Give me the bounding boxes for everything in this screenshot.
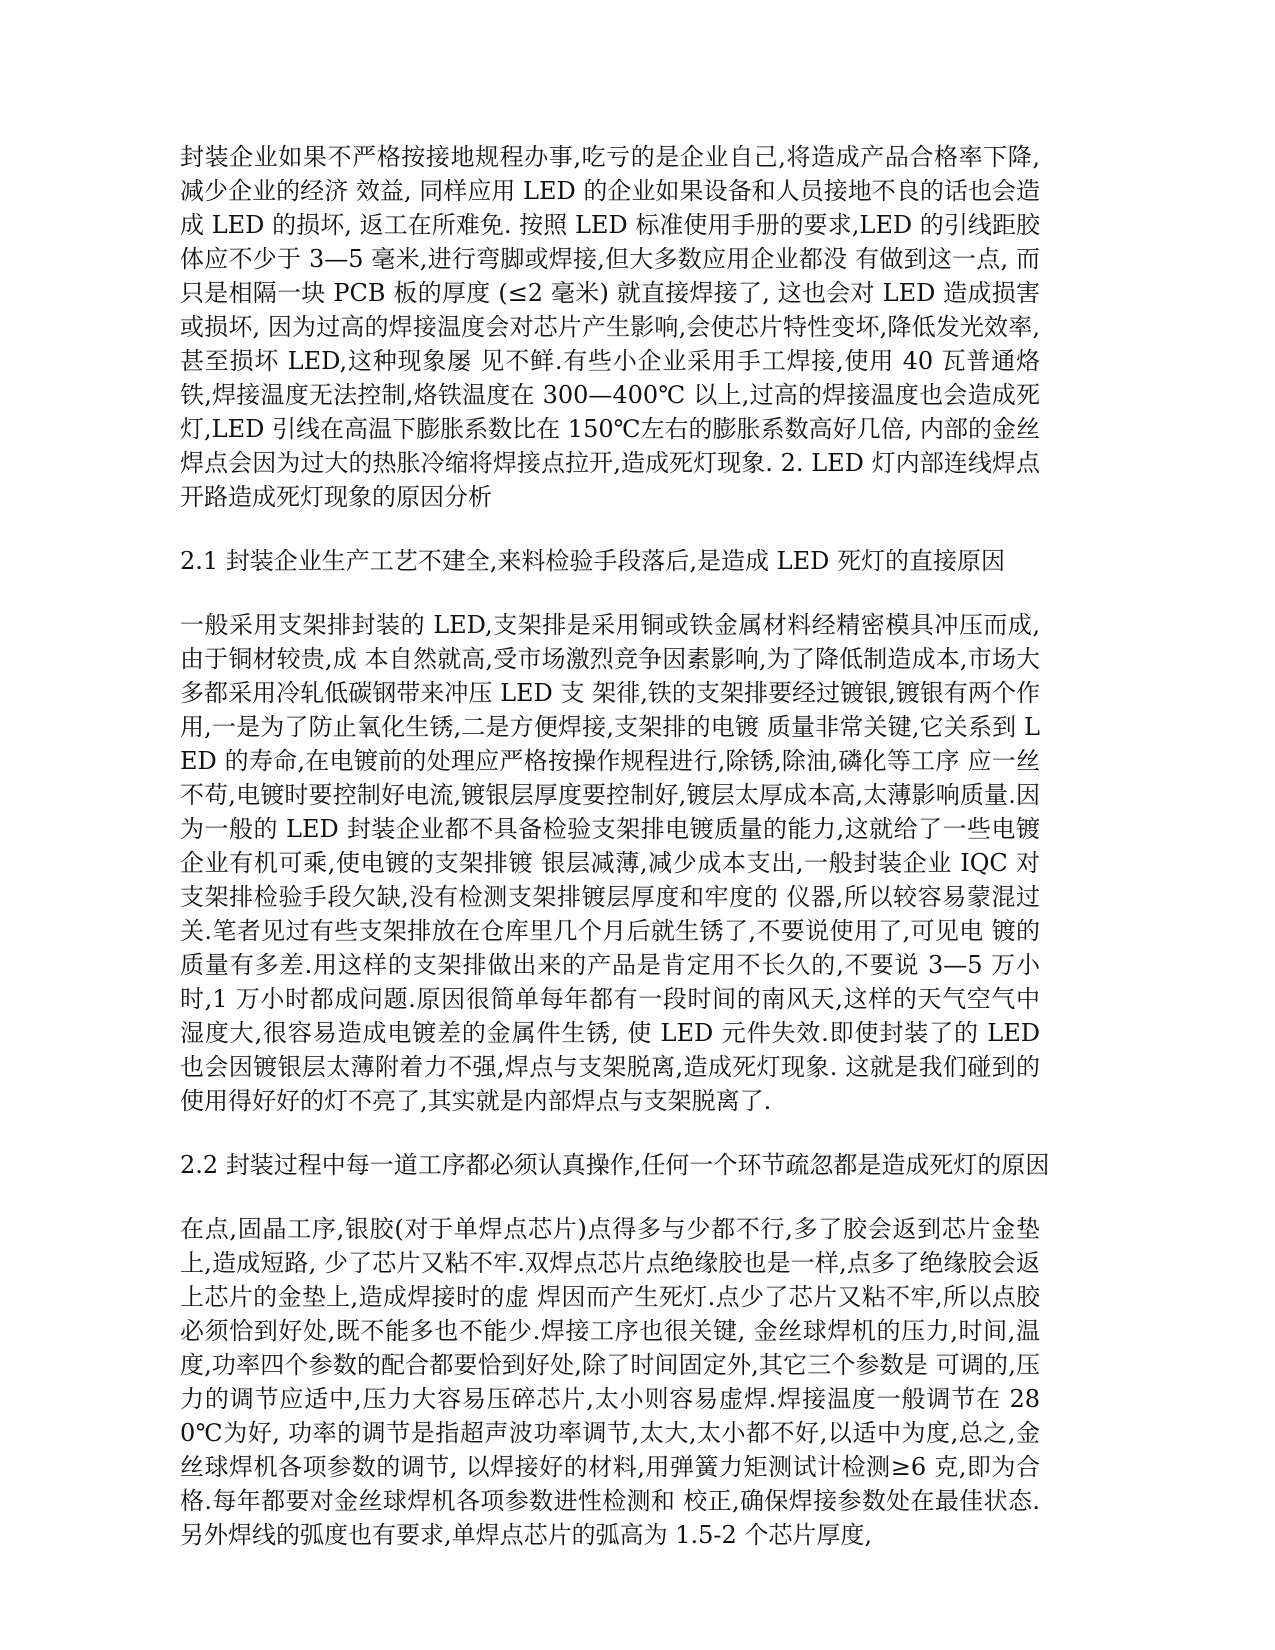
document-page — [180, 140, 1050, 1582]
body-paragraph-3: 在点,固晶工序,银胶(对于单焊点芯片)点得多与少都不行,多了胶会返到芯片金垫上,造成短路, 少了芯片又粘不牢.双焊点芯片点绝缘胶也是一样,点多了绝缘胶会返上芯片的金垫上,造成焊接时的虚 焊因而产生死灯.点少了芯片又粘不牢,所以点胶必须恰到好处,既不能多也不能少.焊接工序也很关键, 金丝球焊机的压力,时间,温度,功率四个参数的配合都要恰到好处,除了时间固定外,其它三个参数是 可调的,压力的调节应适中,压力大容易压碎芯片,太小则容易虚焊.焊接温度一般调节在 280℃为好, 功率的调节是指超声波功率调节,太大,太小都不好,以适中为度,总之,金丝球焊机各项参数的调节, 以焊接好的材料,用弹簧力矩测试计检测≥6 克,即为合格.每年都要对金丝球焊机各项参数进性检测和 校正,确保焊接参数处在最佳状态.另外焊线的弧度也有要求,单焊点芯片的弧高为 1.5-2 个芯片厚度, — [180, 1215, 1040, 1549]
section-heading-2-2: 2.2 封装过程中每一道工序都必须认真操作,任何一个环节疏忽都是造成死灯的原因 — [180, 1151, 1050, 1179]
body-paragraph-1: 封装企业如果不严格按接地规程办事,吃亏的是企业自己,将造成产品合格率下降,减少企业的经济 效益, 同样应用 LED 的企业如果设备和人员接地不良的话也会造成 LED 的损坏, 返工在所难免. 按照 LED 标准使用手册的要求,LED 的引线距胶体应不少于 3—5 毫米,进行弯脚或焊接,但大多数应用企业都没 有做到这一点, 而只是相隔一块 PCB 板的厚度 (≤2 毫米) 就直接焊接了, 这也会对 LED 造成损害或损坏, 因为过高的焊接温度会对芯片产生影响,会使芯片特性变坏,降低发光效率,甚至损坏 LED,这种现象屡 见不鲜.有些小企业采用手工焊接,使用 40 瓦普通烙铁,焊接温度无法控制,烙铁温度在 300—400℃ 以上,过高的焊接温度也会造成死灯,LED 引线在高温下膨胀系数比在 150℃左右的膨胀系数高好几倍, 内部的金丝焊点会因为过大的热胀冷缩将焊接点拉开,造成死灯现象. 2. LED 灯内部连线焊点开路造成死灯现象的原因分析 — [180, 143, 1040, 511]
section-heading-2-1: 2.1 封装企业生产工艺不建全,来料检验手段落后,是造成 LED 死灯的直接原因 — [180, 547, 1006, 575]
body-paragraph-2: 一般采用支架排封装的 LED,支架排是采用铜或铁金属材料经精密模具冲压而成,由于铜材较贵,成 本自然就高,受市场激烈竞争因素影响,为了降低制造成本,市场大多都采用冷轧低碳钢带来冲压 LED 支 架徘,铁的支架排要经过镀银,镀银有两个作用,一是为了防止氧化生锈,二是方便焊接,支架排的电镀 质量非常关键,它关系到 LED 的寿命,在电镀前的处理应严格按操作规程进行,除锈,除油,磷化等工序 应一丝不苟,电镀时要控制好电流,镀银层厚度要控制好,镀层太厚成本高,太薄影响质量.因为一般的 LED 封装企业都不具备检验支架排电镀质量的能力,这就给了一些电镀企业有机可乘,使电镀的支架排镀 银层减薄,减少成本支出,一般封装企业 IQC 对支架排检验手段欠缺,没有检测支架排镀层厚度和牢度的 仪器,所以较容易蒙混过关.笔者见过有些支架排放在仓库里几个月后就生锈了,不要说使用了,可见电 镀的质量有多差.用这样的支架排做出来的产品是肯定用不长久的,不要说 3—5 万小时,1 万小时都成问题.原因很简单每年都有一段时间的南风天,这样的天气空气中湿度大,很容易造成电镀差的金属件生锈, 使 LED 元件失效.即使封装了的 LED 也会因镀银层太薄附着力不强,焊点与支架脱离,造成死灯现象. 这就是我们碰到的使用得好好的灯不亮了,其实就是内部焊点与支架脱离了. — [180, 611, 1040, 1115]
